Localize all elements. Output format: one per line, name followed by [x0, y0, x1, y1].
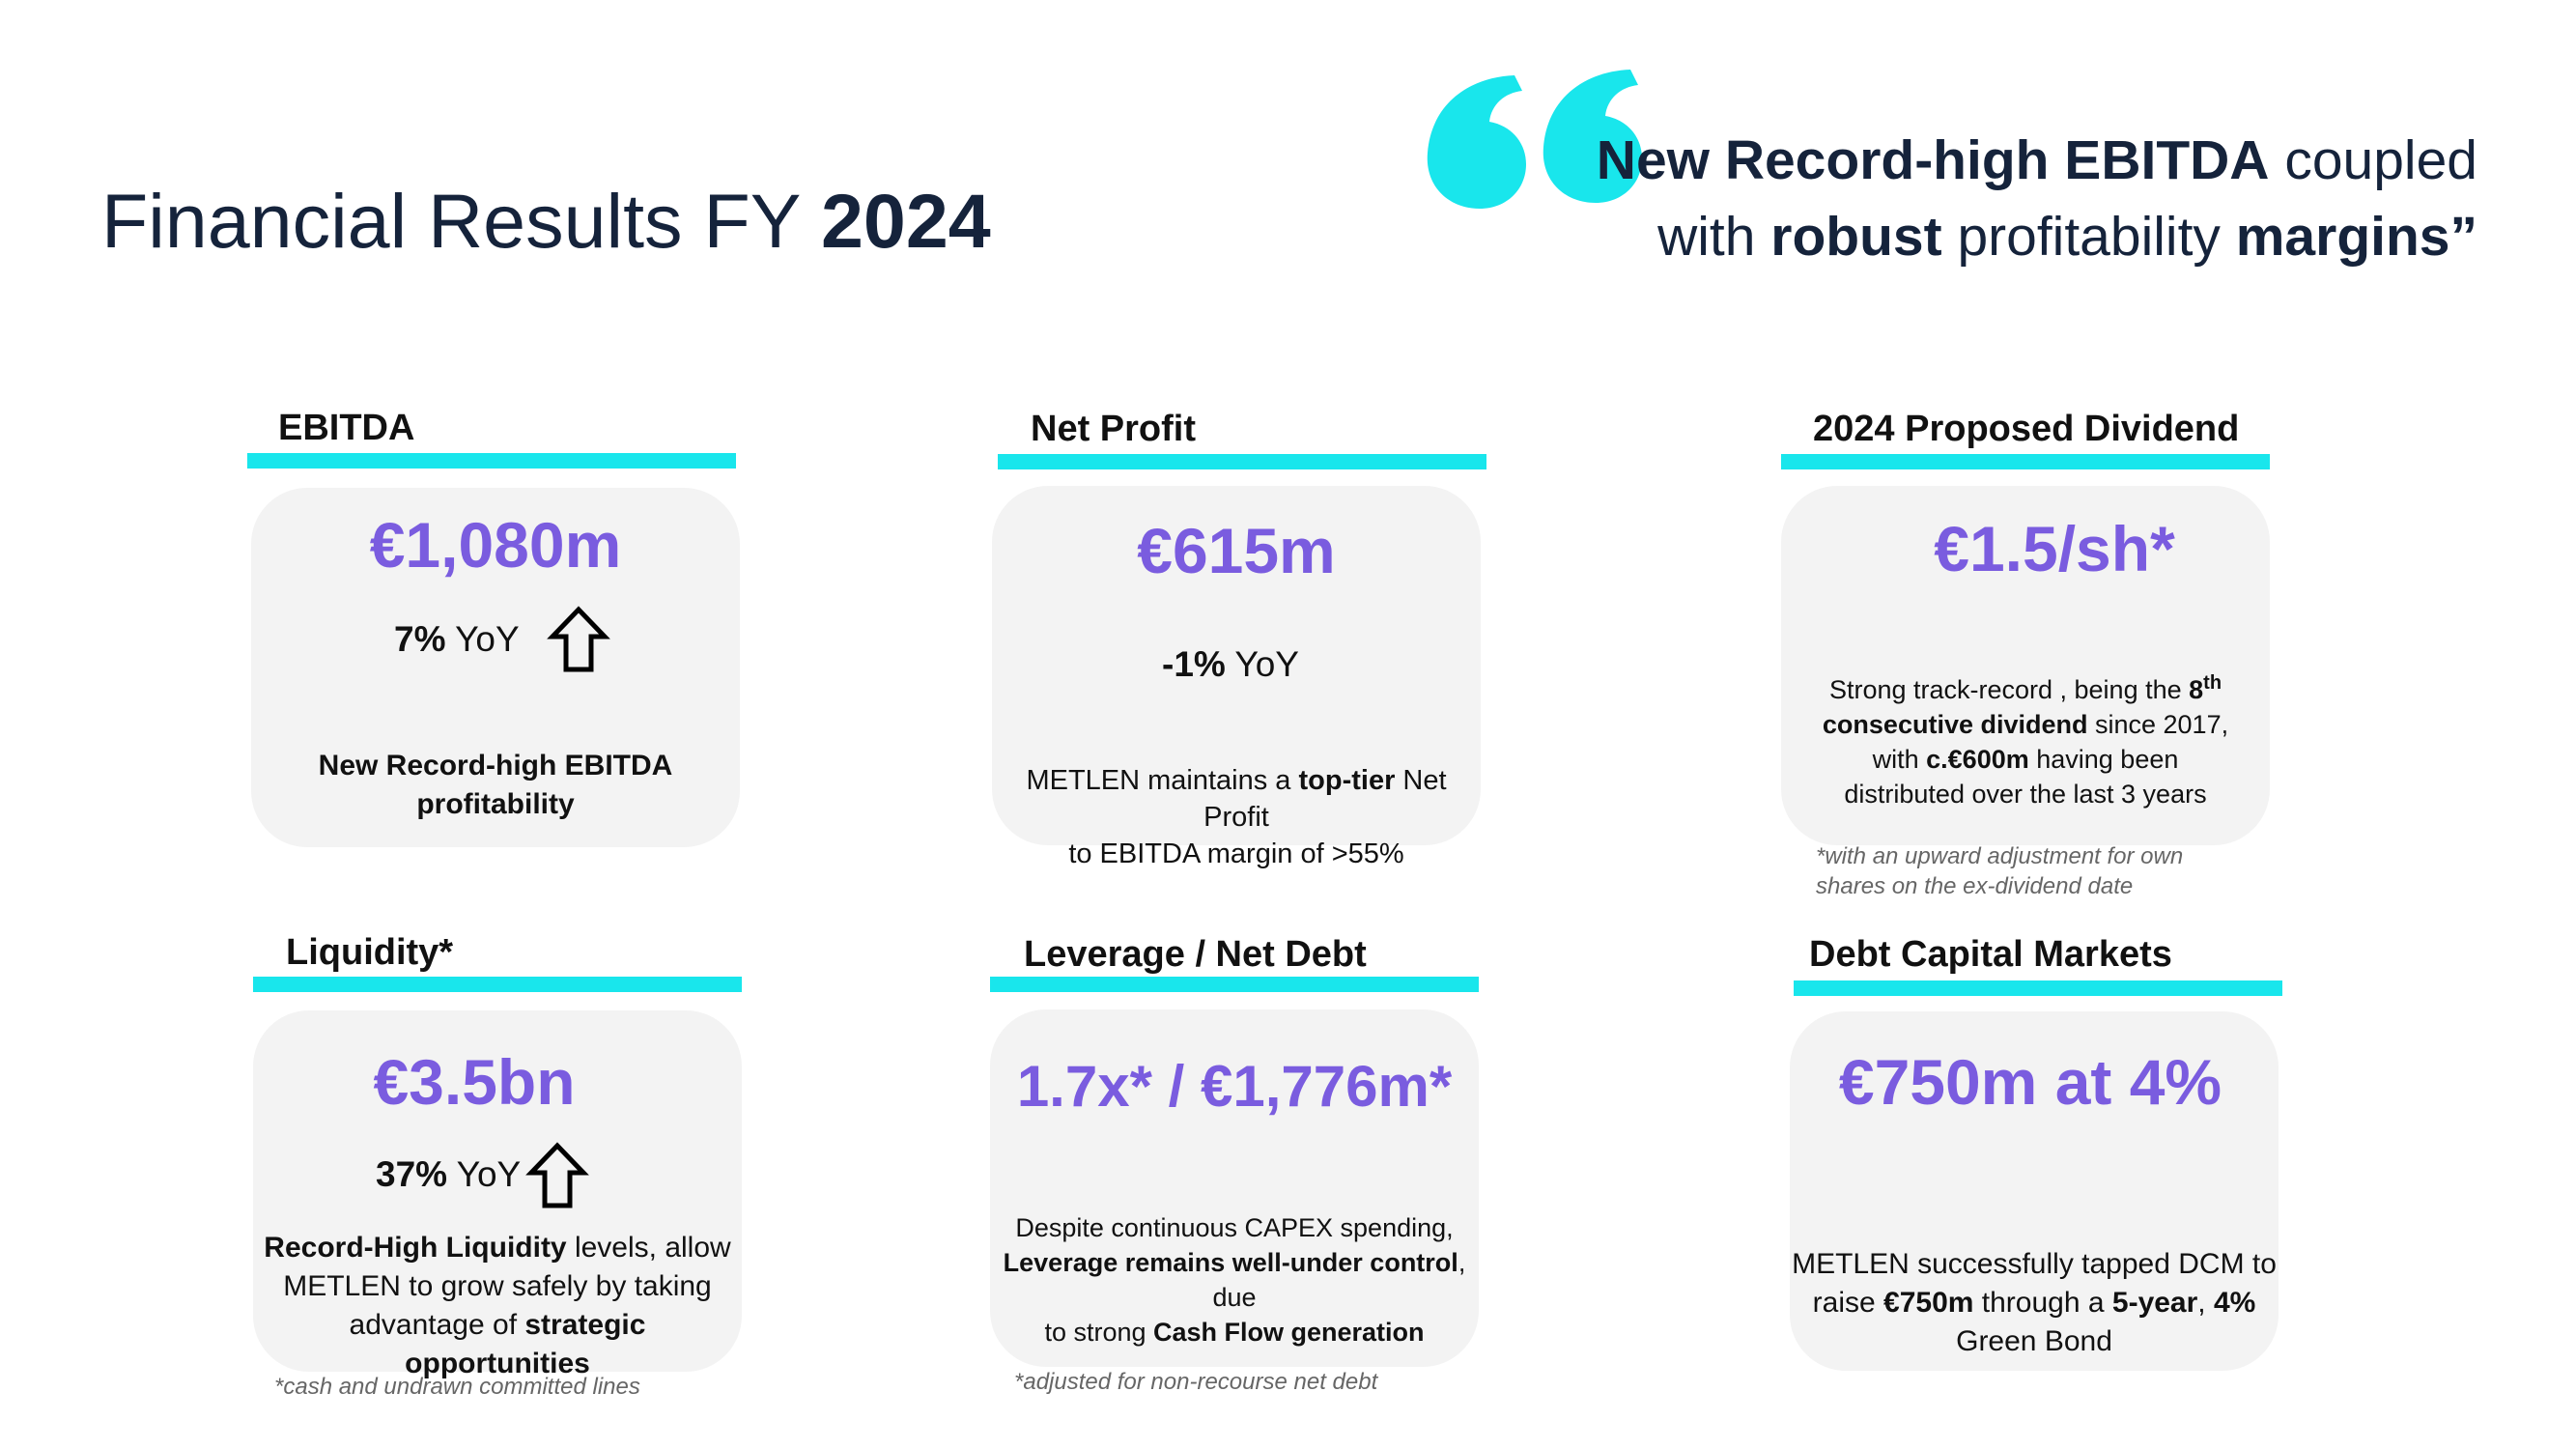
- liquidity-yoy: 37% YoY: [376, 1154, 522, 1194]
- liquidity-card: [253, 1010, 742, 1379]
- net-profit-yoy: -1% YoY: [1162, 644, 1299, 684]
- leverage-value: 1.7x* / €1,776m*: [1016, 1054, 1453, 1119]
- ebitda-value: €1,080m: [369, 509, 622, 581]
- dcm-title-underline: [1794, 980, 2282, 996]
- liquidity-description: Record-High Liquidity levels, allow METLEN to grow safely by taking advantage of strategic opportunities: [264, 1232, 731, 1379]
- ebitda-title: EBITDA: [278, 408, 415, 448]
- dcm-card: [1790, 1011, 2279, 1371]
- dcm-value: €750m at 4%: [1838, 1046, 2222, 1118]
- dividend-value: €1.5/sh*: [1934, 513, 2175, 584]
- dcm-description: METLEN successfully tapped DCM to raise €750m through a 5-year, 4% Green Bond: [1792, 1248, 2277, 1357]
- leverage-card: [990, 1009, 1479, 1367]
- liquidity-title-underline: [253, 977, 742, 992]
- liquidity-title: Liquidity*: [286, 932, 454, 973]
- up-arrow-icon: [525, 1142, 589, 1209]
- quote-line-1: New Record-high EBITDA coupled: [1596, 129, 2477, 191]
- dividend-title: 2024 Proposed Dividend: [1813, 409, 2240, 449]
- net-profit-card: [992, 486, 1481, 869]
- leverage-title: Leverage / Net Debt: [1024, 934, 1367, 975]
- ebitda-title-underline: [247, 453, 736, 469]
- page-title: Financial Results FY 2024: [101, 178, 991, 264]
- dividend-footnote: *with an upward adjustment for own shares on the ex-dividend date: [1816, 843, 2184, 899]
- leverage-footnote: *adjusted for non-recourse net debt: [1014, 1369, 1378, 1395]
- net-profit-title-underline: [998, 454, 1486, 469]
- net-profit-description: METLEN maintains a top-tier Net Profit to EBITDA margin of >55%: [1026, 765, 1447, 869]
- up-arrow-icon: [547, 606, 610, 673]
- ebitda-yoy: 7% YoY: [394, 619, 520, 659]
- headline-quote: [1597, 123, 2477, 275]
- leverage-description: Despite continuous CAPEX spending, Leverage remains well-under control, due to strong Cash Flow generation: [1003, 1213, 1466, 1347]
- liquidity-footnote: *cash and undrawn committed lines: [274, 1374, 640, 1400]
- dividend-description: Strong track-record , being the 8th consecutive dividend since 2017, with c.€600m having been distributed over the last 3 years: [1822, 672, 2229, 809]
- ebitda-card: [251, 488, 740, 847]
- net-profit-title: Net Profit: [1031, 409, 1196, 449]
- dividend-title-underline: [1781, 454, 2270, 469]
- leverage-title-underline: [990, 977, 1479, 992]
- ebitda-description: New Record-high EBITDA profitability: [318, 750, 673, 820]
- quote-line-2: with robust profitability margins”: [1657, 206, 2477, 268]
- net-profit-value: €615m: [1137, 515, 1336, 586]
- dividend-card: [1781, 486, 2270, 845]
- liquidity-value: €3.5bn: [373, 1046, 576, 1118]
- dcm-title: Debt Capital Markets: [1809, 934, 2172, 975]
